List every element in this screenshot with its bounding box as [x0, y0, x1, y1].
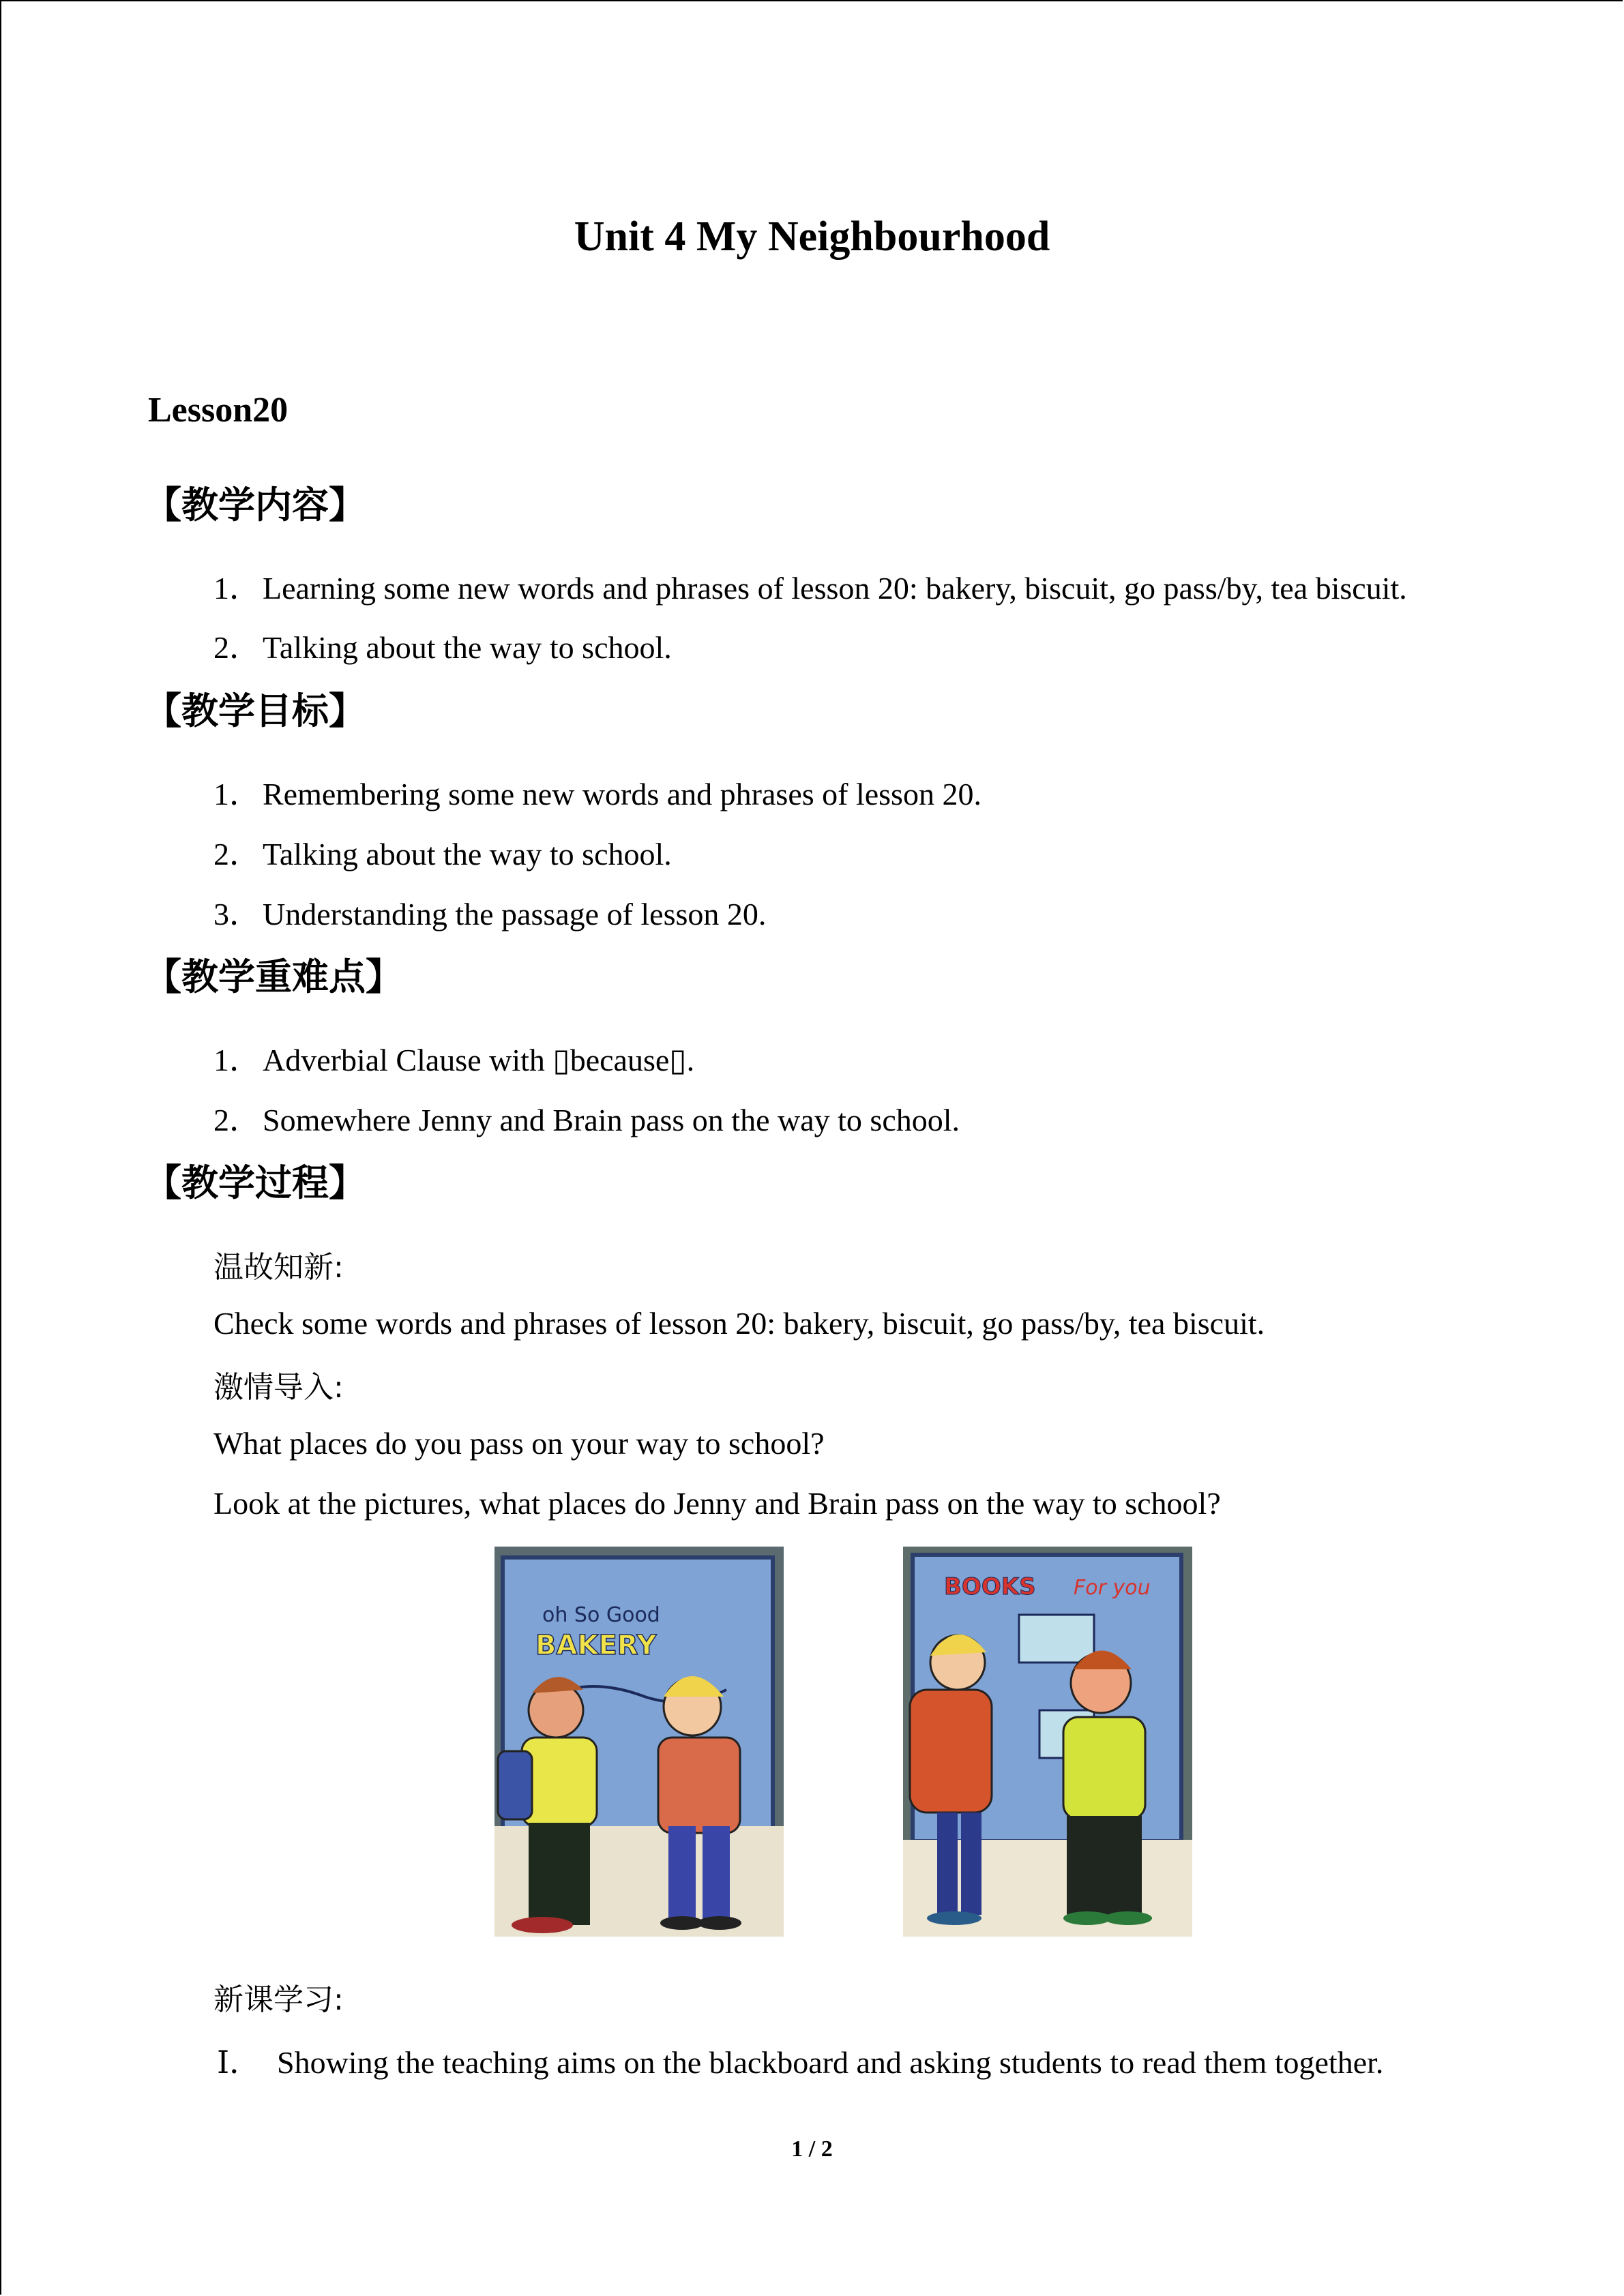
- goal-item-3: [213, 889, 766, 934]
- keypoint-item-1: [213, 1035, 694, 1080]
- new-lesson-label: 新课学习:: [213, 1982, 344, 2017]
- books-sign-line1: BOOKS: [944, 1573, 1036, 1600]
- item-number: 3．: [213, 897, 261, 931]
- item-text: Talking about the way to school.: [263, 630, 672, 665]
- books-sign-line2: For you: [1074, 1576, 1151, 1600]
- intro-label: 激情导入:: [213, 1370, 344, 1405]
- bookstore-drawing: [903, 1547, 1192, 1937]
- page-number: 1 / 2: [791, 2136, 833, 2162]
- heading-teaching-goals: 【教学目标】: [145, 689, 366, 732]
- item-text: Learning some new words and phrases of lesson 20: bakery, biscuit, go pass/by, tea biscuit.: [263, 571, 1407, 606]
- item-text: Understanding the passage of lesson 20.: [263, 897, 767, 931]
- step-1: [217, 2038, 1383, 2083]
- content-item-1: [213, 563, 1407, 608]
- heading-key-points: 【教学重难点】: [145, 955, 402, 998]
- goal-item-2: [213, 829, 672, 874]
- item-number: 2．: [213, 630, 261, 665]
- review-label: 温故知新:: [213, 1250, 344, 1285]
- goal-item-1: [213, 769, 981, 814]
- heading-teaching-content: 【教学内容】: [145, 483, 366, 526]
- content-item-2: [213, 623, 672, 668]
- item-number: 1．: [213, 777, 261, 811]
- review-text: Check some words and phrases of lesson 20: bakery, biscuit, go pass/by, tea biscuit.: [213, 1306, 1265, 1341]
- item-text: Adverbial Clause with ▯because▯.: [263, 1043, 695, 1077]
- item-number: 1．: [213, 571, 261, 606]
- intro-question-1: What places do you pass on your way to school?: [213, 1426, 825, 1461]
- item-number: 2．: [213, 1103, 261, 1137]
- item-number: 2．: [213, 837, 261, 871]
- item-text: Remembering some new words and phrases of lesson 20.: [263, 777, 981, 811]
- bakery-illustration: [494, 1547, 784, 1937]
- bakery-sign-line2: BAKERY: [535, 1630, 657, 1661]
- step-text: Showing the teaching aims on the blackboard and asking students to read them together.: [277, 2045, 1384, 2080]
- step-number: Ⅰ．: [217, 2045, 261, 2080]
- item-number: 1．: [213, 1043, 261, 1077]
- heading-teaching-process: 【教学过程】: [145, 1161, 366, 1204]
- bookstore-illustration: [903, 1547, 1192, 1937]
- item-text: Talking about the way to school.: [263, 837, 672, 871]
- document-title: Unit 4 My Neighbourhood: [574, 213, 1050, 260]
- keypoint-item-2: [213, 1095, 960, 1140]
- bakery-sign-line1: oh So Good: [542, 1603, 660, 1627]
- intro-question-2: Look at the pictures, what places do Jenny and Brain pass on the way to school?: [213, 1486, 1221, 1521]
- bakery-drawing: [494, 1547, 784, 1937]
- item-text: Somewhere Jenny and Brain pass on the way to school.: [263, 1103, 960, 1137]
- lesson-label: Lesson20: [148, 391, 289, 430]
